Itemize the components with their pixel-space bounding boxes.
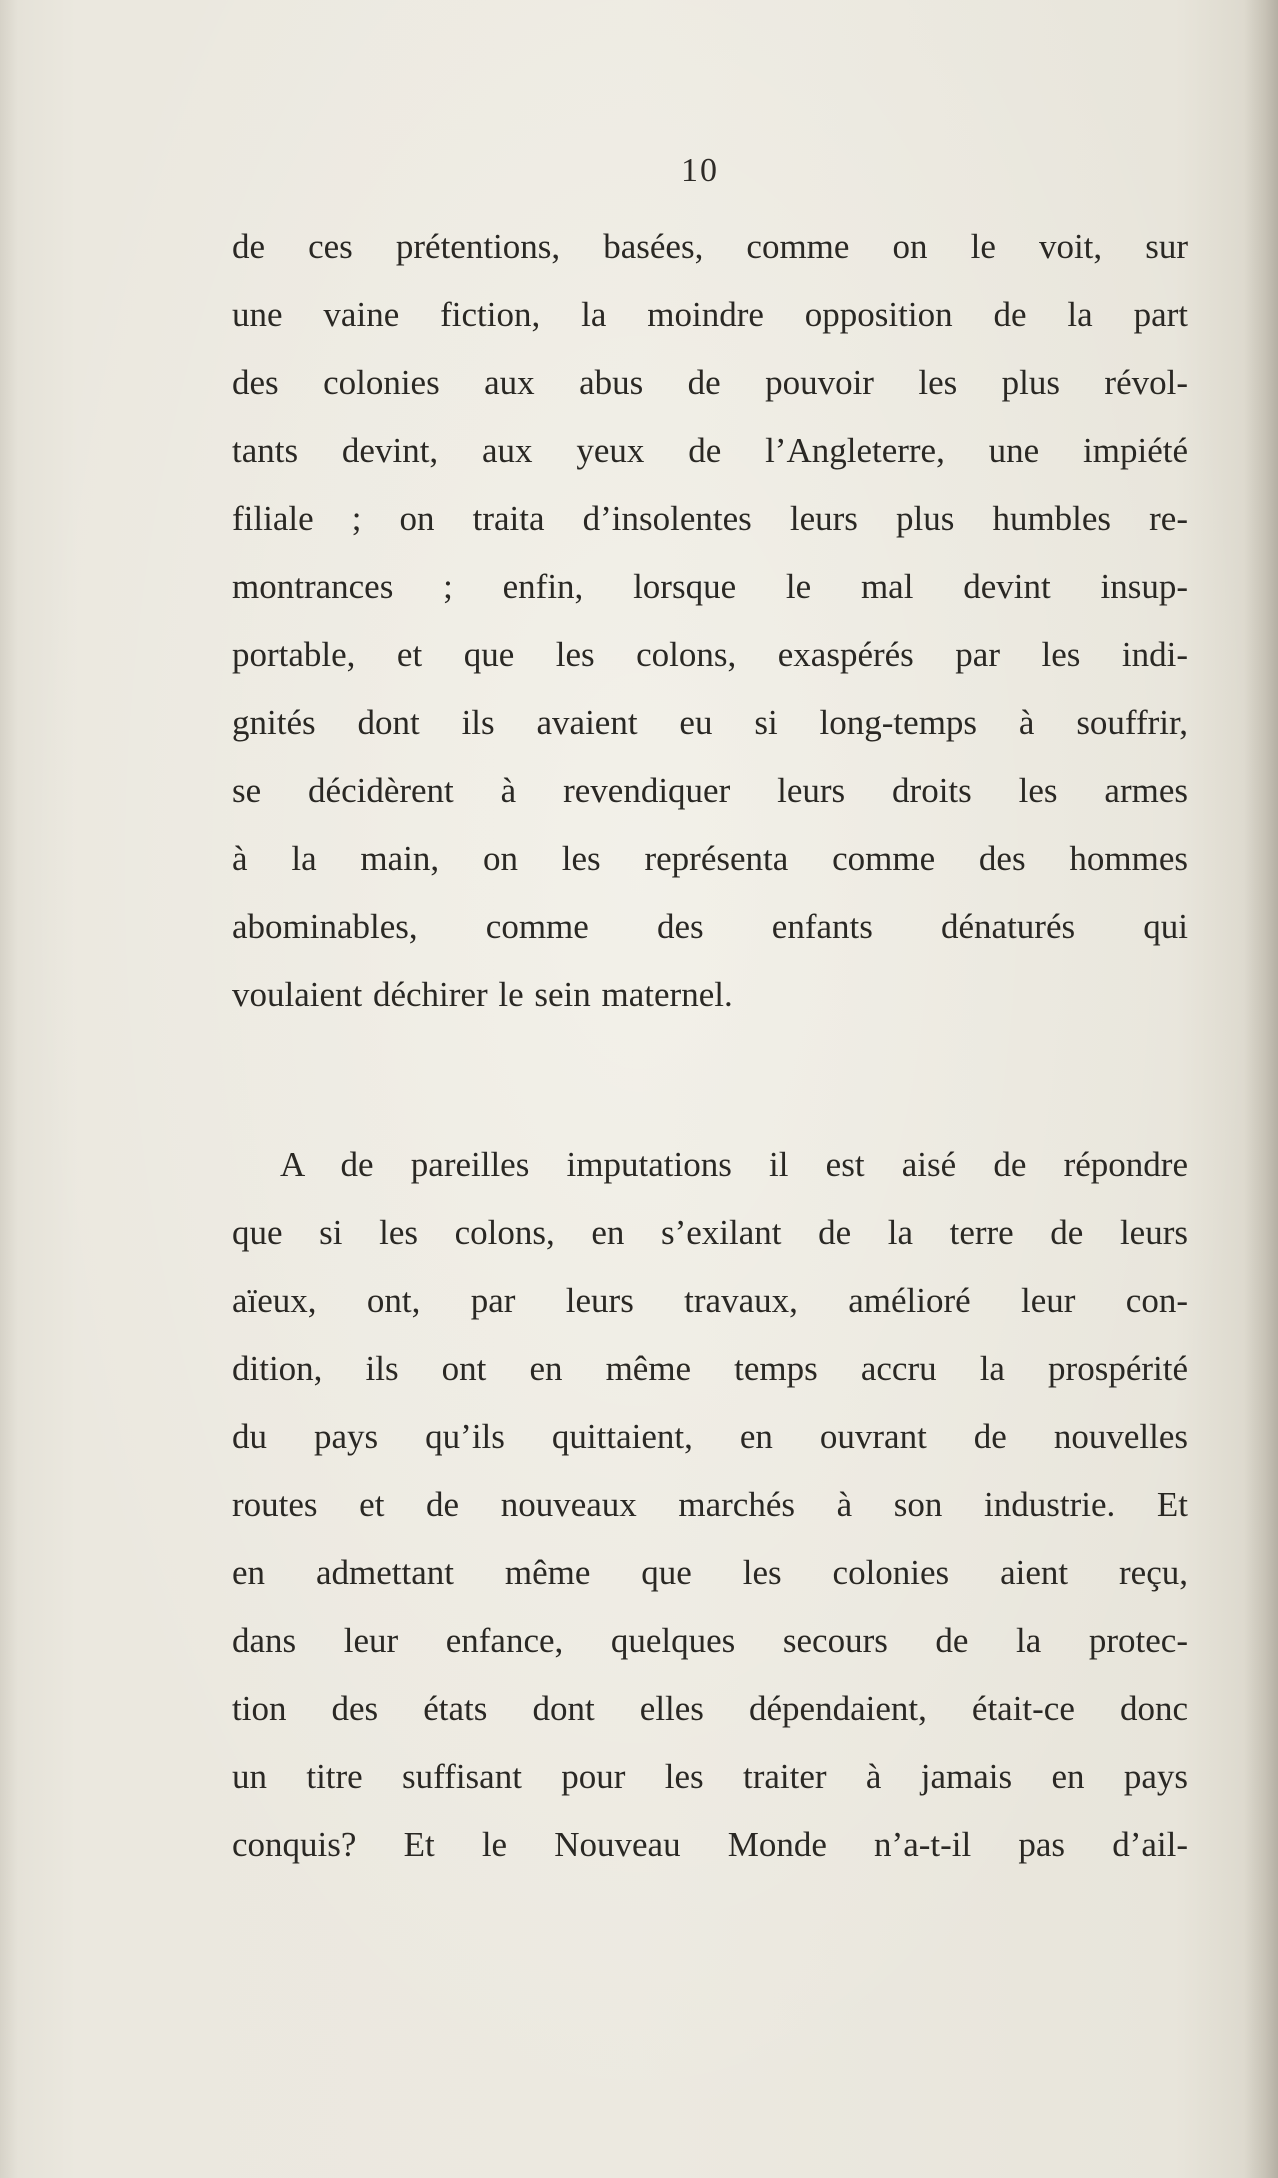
text-line: que si les colons, en s’exilant de la terre de leurs: [232, 1213, 1188, 1252]
text-line: à la main, on les représenta comme des hommes: [232, 839, 1188, 878]
text-line: montrances ; enfin, lorsque le mal devint insup-: [232, 567, 1188, 606]
page-right-edge-shadow: [1244, 0, 1278, 2178]
text-line: en admettant même que les colonies aient reçu,: [232, 1553, 1188, 1592]
text-line: des colonies aux abus de pouvoir les plus révol-: [232, 363, 1188, 402]
text-line: dans leur enfance, quelques secours de la protec-: [232, 1621, 1188, 1660]
text-line: gnités dont ils avaient eu si long-temps à souffrir,: [232, 703, 1188, 742]
text-line: une vaine fiction, la moindre opposition de la part: [232, 295, 1188, 334]
paragraph: [232, 1131, 1188, 1879]
text-line: du pays qu’ils quittaient, en ouvrant de nouvelles: [232, 1417, 1188, 1456]
paragraph: [232, 213, 1188, 1029]
text-line: un titre suffisant pour les traiter à jamais en pays: [232, 1757, 1188, 1796]
text-line: abominables, comme des enfants dénaturés qui: [232, 907, 1188, 946]
text-line: voulaient déchirer le sein maternel.: [232, 975, 733, 1014]
page-left-edge: [0, 0, 18, 2178]
text-line: routes et de nouveaux marchés à son industrie. Et: [232, 1485, 1188, 1524]
text-line: A de pareilles imputations il est aisé de répondre: [280, 1145, 1188, 1184]
text-line: se décidèrent à revendiquer leurs droits les armes: [232, 771, 1188, 810]
paragraph-gap: [232, 1029, 1188, 1131]
body-text: [232, 213, 1188, 1879]
text-line: dition, ils ont en même temps accru la prospérité: [232, 1349, 1188, 1388]
text-line: tants devint, aux yeux de l’Angleterre, une impiété: [232, 431, 1188, 470]
text-line: tion des états dont elles dépendaient, était-ce donc: [232, 1689, 1188, 1728]
text-line: conquis? Et le Nouveau Monde n’a-t-il pas d’ail-: [232, 1825, 1188, 1864]
text-line: aïeux, ont, par leurs travaux, amélioré leur con-: [232, 1281, 1188, 1320]
text-line: de ces prétentions, basées, comme on le voit, sur: [232, 227, 1188, 266]
text-line: filiale ; on traita d’insolentes leurs plus humbles re-: [232, 499, 1188, 538]
text-line: portable, et que les colons, exaspérés par les indi-: [232, 635, 1188, 674]
page-number: 10: [681, 152, 719, 189]
